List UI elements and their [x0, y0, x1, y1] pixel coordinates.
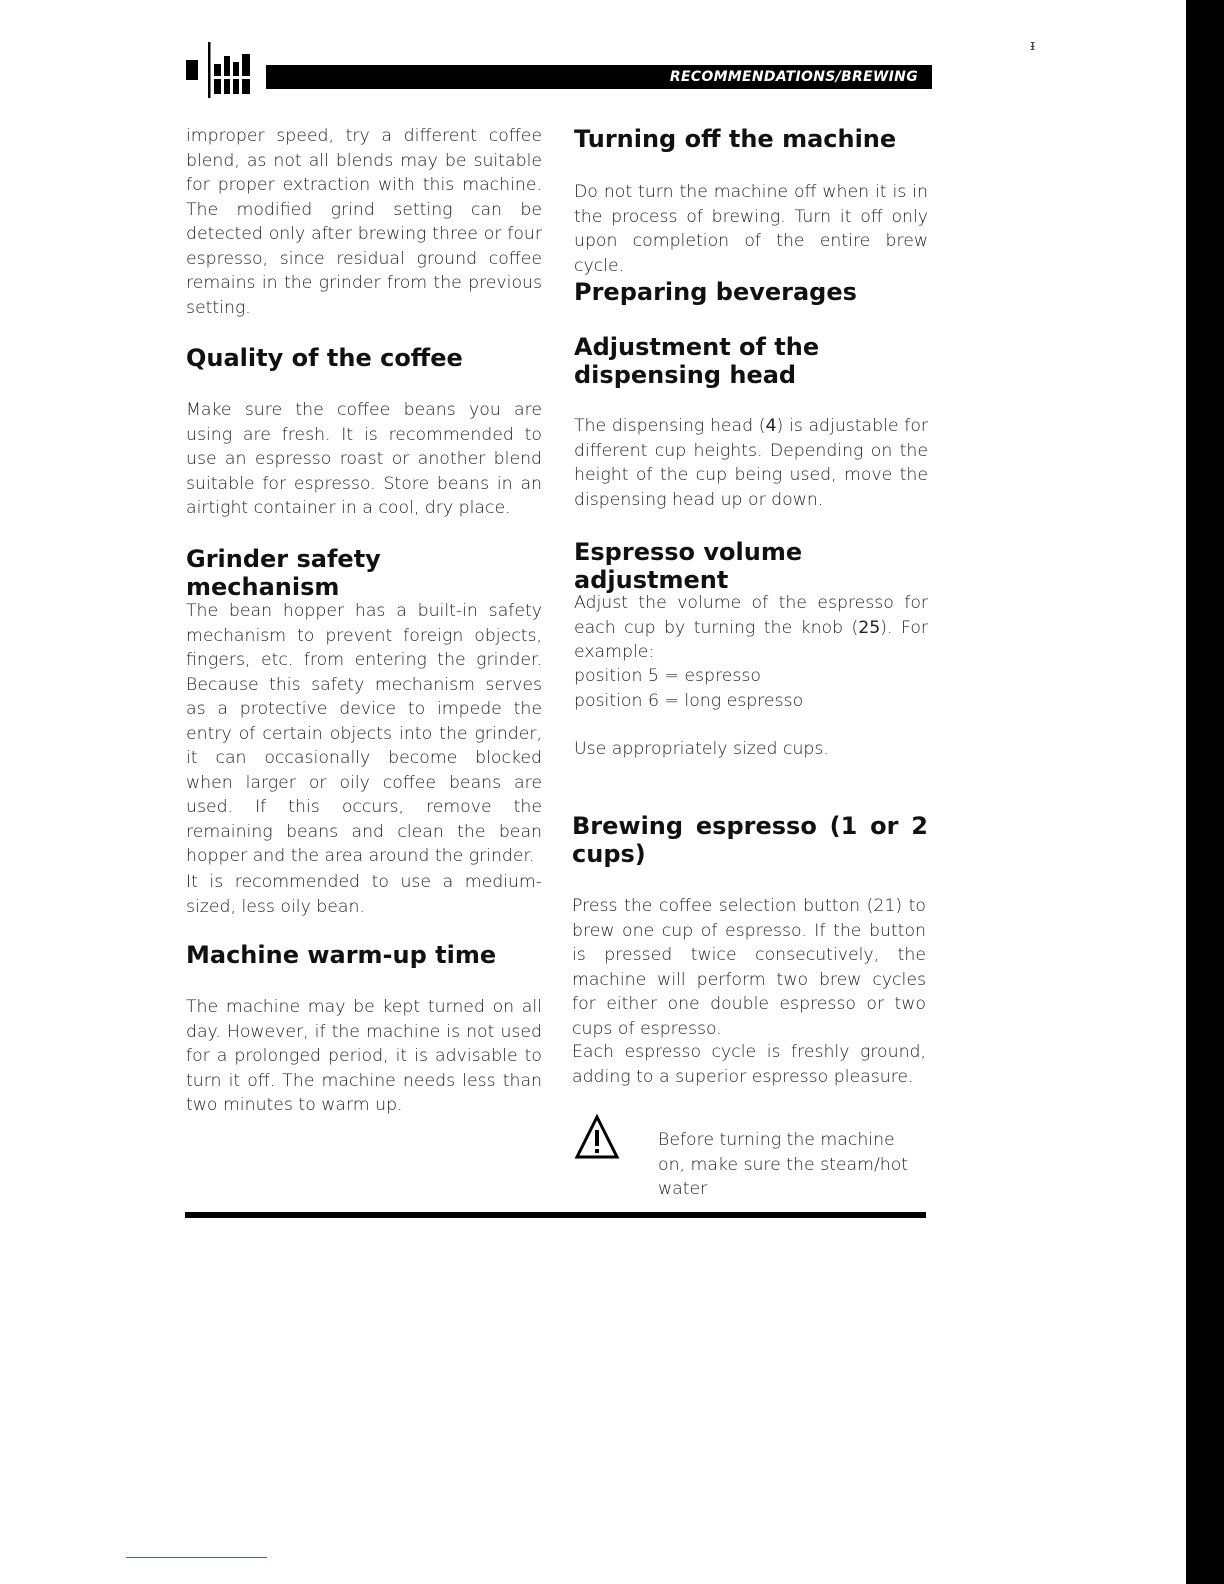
warning-triangle-icon: [574, 1113, 620, 1161]
quality-heading: Quality of the coffee: [186, 344, 463, 372]
brewing-paragraph-1: Press the coffee selection button (21) to brew one cup of espresso. If the button is pressed twice consecutively, the machine will perform two brew cycles for either one double espresso or two cups of espresso.: [572, 896, 926, 1039]
turnoff-paragraph: Do not turn the machine off when it is in the process of brewing. Turn it off only upon completion of the entire brew cycle.: [574, 182, 928, 276]
warmup-heading: Machine warm-up time: [186, 941, 497, 969]
volume-paragraph: [574, 591, 928, 665]
volume-text-b: ). For example:: [574, 617, 928, 662]
dispensing-paragraph: [574, 414, 928, 512]
bottom-rule: [185, 1212, 926, 1218]
volume-text-a: Adjust the volume of the espresso for each cup by turning the knob (: [574, 593, 928, 638]
intro-paragraph: improper speed, try a different coffee blend, as not all blends may be suitable for proper extraction with this machine. The modified grind setting can be detected only after brewing three or four espresso, since residual ground coffee remains in the grinder from the previous setting.: [186, 126, 542, 318]
warmup-paragraph: The machine may be kept turned on all day. However, if the machine is not used for a prolonged period, it is advisable to turn it off. The machine needs less than two minutes to warm up.: [186, 997, 542, 1115]
volume-ref: 25: [858, 617, 881, 638]
dispensing-text-b: ) is adjustable for different cup heights. Depending on the height of the cup being used, move the dispensing head up or down.: [574, 416, 928, 510]
preparing-heading: Preparing beverages: [574, 278, 857, 306]
footer-link-line: [126, 1557, 267, 1558]
brand-logo: [186, 42, 258, 98]
warning-text: Before turning the machine on, make sure the steam/hot water: [658, 1130, 909, 1200]
brewing-heading: Brewing espresso (1 or 2 cups): [572, 812, 928, 868]
dispensing-heading: Adjustment of the dispensing head: [574, 333, 820, 389]
volume-heading: Espresso volume adjustment: [574, 538, 803, 594]
position-5: position 5 = espresso: [574, 666, 761, 686]
margin-mark: ᵻ: [1030, 38, 1036, 54]
page-edge-bar: [1186, 0, 1224, 1584]
turnoff-heading: Turning off the machine: [574, 125, 897, 153]
quality-paragraph: Make sure the coffee beans you are using are fresh. It is recommended to use an espresso roast or another blend suitable for espresso. Store beans in an airtight container in a cool, dry place.: [186, 400, 542, 518]
section-header-band: [266, 65, 932, 89]
grinder-paragraph: The bean hopper has a built-in safety mechanism to prevent foreign objects, fingers, etc. from entering the grinder. Because this safety mechanism serves as a protective device to impede the entry of certain objects into the grinder, it can occasionally become blocked when larger or oily coffee beans are used. If this occurs, remove the remaining beans and clean the bean hopper and the area around the grinder.: [186, 601, 542, 866]
position-6: position 6 = long espresso: [574, 691, 804, 711]
cups-note: Use appropriately sized cups.: [574, 739, 829, 759]
grinder-recommendation: It is recommended to use a medium-sized, less oily bean.: [186, 872, 542, 917]
dispensing-text-a: The dispensing head (: [574, 416, 766, 436]
dispensing-ref: 4: [765, 416, 777, 436]
brewing-paragraph-2: Each espresso cycle is freshly ground, adding to a superior espresso pleasure.: [572, 1042, 926, 1087]
section-title: RECOMMENDATIONS/BREWING: [669, 69, 918, 85]
grinder-heading: Grinder safety mechanism: [186, 545, 381, 601]
